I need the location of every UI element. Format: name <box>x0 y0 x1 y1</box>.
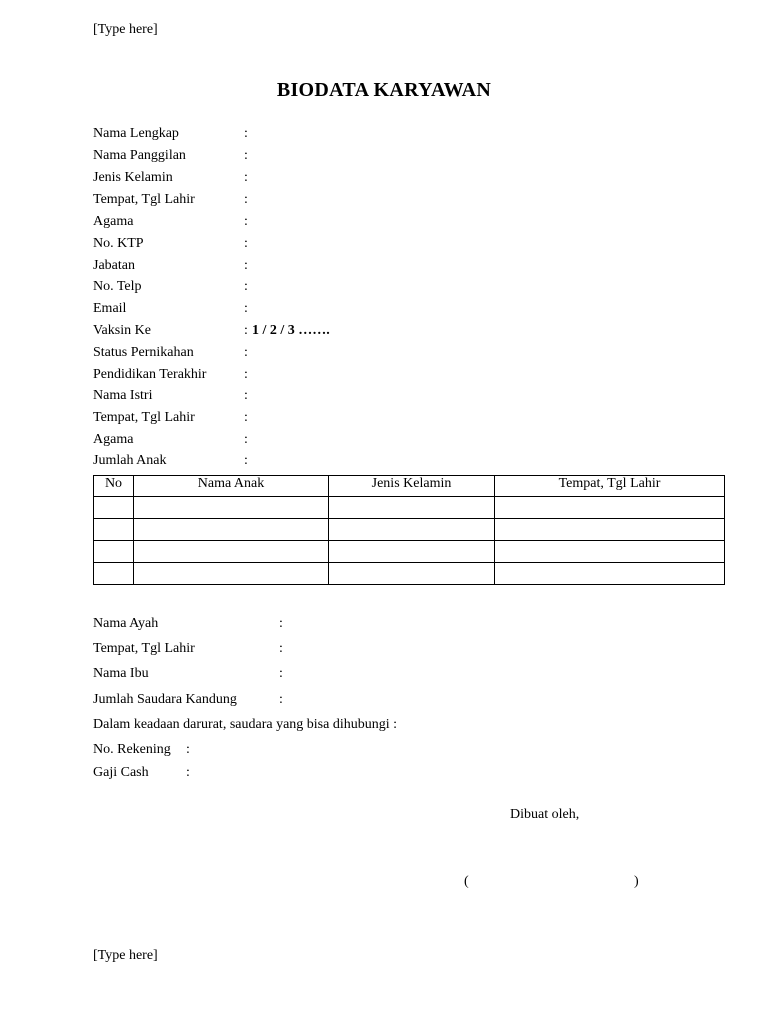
field-colon: : <box>244 388 248 403</box>
field-colon: : <box>244 214 248 229</box>
table-row <box>94 563 725 585</box>
field-label: Jumlah Saudara Kandung <box>93 692 237 707</box>
table-cell <box>495 541 725 563</box>
field-colon: : <box>186 765 190 780</box>
page-footer: [Type here] <box>93 948 158 963</box>
table-cell <box>329 563 495 585</box>
field-colon: : <box>244 301 248 316</box>
field-label: Tempat, Tgl Lahir <box>93 410 195 425</box>
signature-open-paren: ( <box>464 874 469 889</box>
children-table <box>93 475 725 585</box>
page-title: BIODATA KARYAWAN <box>276 79 492 101</box>
field-colon: : <box>279 616 283 631</box>
table-cell <box>134 497 329 519</box>
field-colon: : <box>244 148 248 163</box>
column-header-no: No <box>94 476 134 497</box>
field-colon: : <box>244 258 248 273</box>
field-colon: : <box>244 279 248 294</box>
field-colon: : <box>244 236 248 251</box>
page-header: [Type here] <box>93 22 158 37</box>
table-cell <box>134 519 329 541</box>
field-colon: : <box>244 367 248 382</box>
field-label: Nama Lengkap <box>93 126 179 141</box>
field-colon: : <box>244 453 248 468</box>
field-label: No. KTP <box>93 236 144 251</box>
table-cell <box>134 541 329 563</box>
field-colon: : <box>279 641 283 656</box>
table-cell <box>134 563 329 585</box>
field-colon: : <box>244 432 248 447</box>
field-label: Status Pernikahan <box>93 345 194 360</box>
field-colon: : <box>244 126 248 141</box>
table-cell <box>94 563 134 585</box>
field-colon: : <box>279 692 283 707</box>
field-colon: : <box>186 742 190 757</box>
signature-close-paren: ) <box>634 874 639 889</box>
field-label: Gaji Cash <box>93 765 149 780</box>
field-label: Tempat, Tgl Lahir <box>93 192 195 207</box>
table-cell <box>94 519 134 541</box>
table-cell <box>329 541 495 563</box>
column-header-jenis-kelamin: Jenis Kelamin <box>329 476 495 497</box>
table-cell <box>94 541 134 563</box>
field-label: Pendidikan Terakhir <box>93 367 207 382</box>
vaksin-value: 1 / 2 / 3 ……. <box>252 323 330 338</box>
field-label: Email <box>93 301 127 316</box>
table-cell <box>329 519 495 541</box>
field-label: Vaksin Ke <box>93 323 151 338</box>
field-colon: : <box>244 410 248 425</box>
field-label: Jumlah Anak <box>93 453 167 468</box>
field-label: Agama <box>93 214 134 229</box>
table-row <box>94 497 725 519</box>
field-label: Nama Istri <box>93 388 153 403</box>
table-row <box>94 519 725 541</box>
field-label: No. Rekening <box>93 742 171 757</box>
field-label: Tempat, Tgl Lahir <box>93 641 195 656</box>
table-cell <box>495 563 725 585</box>
field-colon: : <box>244 345 248 360</box>
field-label: Nama Ayah <box>93 616 159 631</box>
column-header-tempat-tgl-lahir: Tempat, Tgl Lahir <box>495 476 725 497</box>
table-cell <box>495 497 725 519</box>
table-header-row <box>94 476 725 497</box>
field-label: No. Telp <box>93 279 142 294</box>
field-label: Nama Panggilan <box>93 148 186 163</box>
field-colon: : <box>244 192 248 207</box>
table-cell <box>94 497 134 519</box>
field-colon: : <box>279 666 283 681</box>
table-cell <box>329 497 495 519</box>
field-label: Nama Ibu <box>93 666 149 681</box>
field-colon: : <box>244 323 248 338</box>
field-label: Jabatan <box>93 258 135 273</box>
column-header-nama-anak: Nama Anak <box>134 476 329 497</box>
table-cell <box>495 519 725 541</box>
field-label: Agama <box>93 432 134 447</box>
emergency-contact-text: Dalam keadaan darurat, saudara yang bisa dihubungi : <box>93 717 398 732</box>
field-label: Jenis Kelamin <box>93 170 173 185</box>
table-row <box>94 541 725 563</box>
field-colon: : <box>244 170 248 185</box>
signature-made-by: Dibuat oleh, <box>510 807 580 822</box>
